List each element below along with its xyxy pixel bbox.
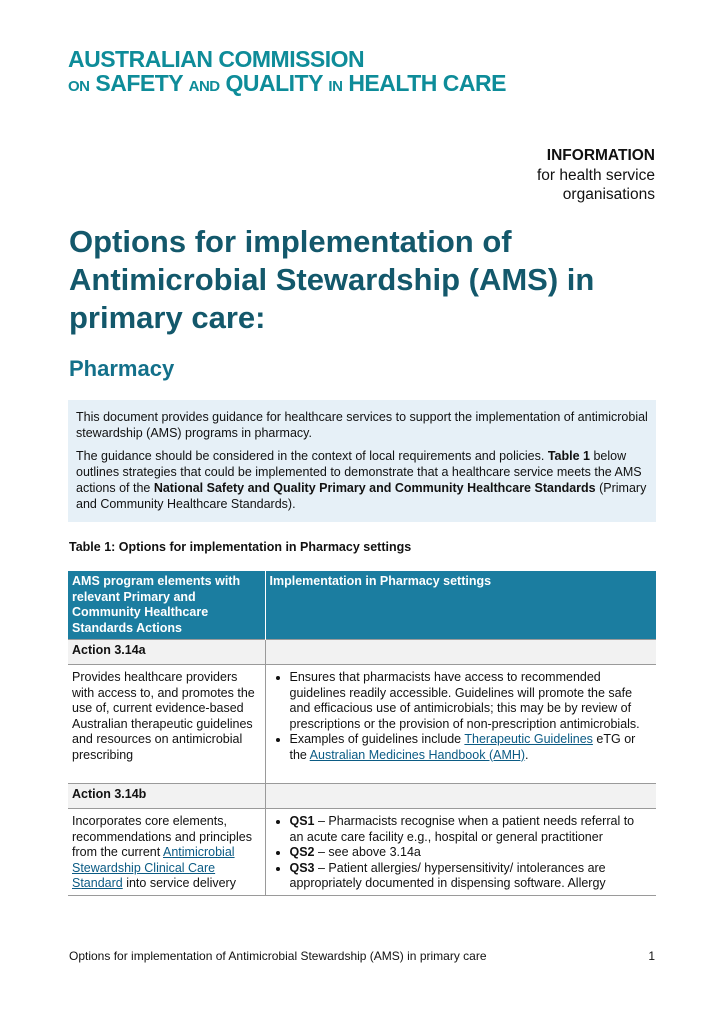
table-row bbox=[68, 809, 656, 896]
list-item: • QS3 – Patient allergies/ hypersensitivity/ intolerances are appropriately documented in dispensing software. Allergy bbox=[290, 861, 652, 892]
page-footer bbox=[69, 949, 657, 963]
list-item: • QS2 – see above 3.14a bbox=[290, 845, 652, 861]
list-item: • Ensures that pharmacists have access to recommended guidelines readily accessible. Guidelines will promote the safe and efficacious use of antimicrobials; this may be by review of prescriptions or the provision of non-prescription antimicrobials. bbox=[290, 670, 652, 732]
implementation-list bbox=[270, 814, 652, 892]
table-header-row bbox=[68, 571, 656, 640]
audience-line-1: for health service bbox=[536, 166, 655, 184]
action-description: Incorporates core elements, recommendations and principles from the current Antimicrobial Stewardship Clinical Care Standard into service delivery bbox=[68, 809, 265, 896]
action-empty-cell bbox=[265, 640, 656, 665]
implementation-cell bbox=[265, 809, 656, 896]
audience-heading: INFORMATION bbox=[546, 147, 655, 164]
table-caption: Table 1: Options for implementation in Pharmacy settings bbox=[69, 540, 412, 554]
page-title: Options for implementation of Antimicrobial Stewardship (AMS) in primary care: bbox=[69, 224, 595, 335]
therapeutic-guidelines-link[interactable]: Therapeutic Guidelines bbox=[464, 732, 593, 746]
action-row bbox=[68, 640, 656, 665]
amh-link[interactable]: Australian Medicines Handbook (AMH) bbox=[309, 747, 526, 762]
intro-box bbox=[68, 400, 656, 522]
action-row bbox=[68, 784, 656, 809]
audience-line-2: organisations bbox=[562, 186, 655, 203]
action-empty-cell bbox=[265, 784, 656, 809]
list-item: • QS1 – Pharmacists recognise when a patient needs referral to an acute care facility e.g., hospital or general practitioner bbox=[290, 814, 652, 845]
implementation-list bbox=[270, 670, 652, 763]
header-col-elements: AMS program elements with relevant Primary and Community Healthcare Standards Actions bbox=[68, 571, 265, 640]
table-row bbox=[68, 665, 656, 784]
footer-text: Options for implementation of Antimicrobial Stewardship (AMS) in primary care bbox=[69, 949, 487, 963]
logo-line-2: ON SAFETY AND QUALITY IN HEALTH CARE bbox=[68, 70, 506, 96]
action-label: Action 3.14a bbox=[68, 640, 265, 665]
page-subtitle: Pharmacy bbox=[69, 356, 175, 381]
action-description: Provides healthcare providers with access to, and promotes the use of, current evidence-based Australian therapeutic guidelines and resources on antimicrobial prescribing bbox=[68, 665, 265, 784]
logo-line-1: AUSTRALIAN COMMISSION bbox=[68, 46, 365, 72]
audience-label bbox=[537, 146, 655, 205]
page-number: 1 bbox=[648, 949, 655, 963]
commission-logo bbox=[68, 47, 506, 99]
implementation-cell bbox=[265, 665, 656, 784]
list-item: • Examples of guidelines include Therapeutic Guidelines eTG or the Australian Medicines Handbook (AMH). bbox=[290, 732, 652, 763]
options-table bbox=[68, 571, 656, 896]
header-col-implementation: Implementation in Pharmacy settings bbox=[265, 571, 656, 640]
intro-paragraph-1: This document provides guidance for healthcare services to support the implementation of antimicrobial stewardship (AMS) programs in pharmacy. bbox=[76, 410, 648, 440]
ams-clinical-care-standard-link[interactable]: Antimicrobial Stewardship Clinical Care Standard bbox=[72, 845, 235, 890]
action-label: Action 3.14b bbox=[68, 784, 265, 809]
intro-paragraph-2: The guidance should be considered in the context of local requirements and policies. Table 1 below outlines strategies that could be implemented to demonstrate that a healthcare service meets the AMS actions of the National Safety and Quality Primary and Community Healthcare Standards (Primary and Community Healthcare Standards). bbox=[76, 449, 647, 511]
